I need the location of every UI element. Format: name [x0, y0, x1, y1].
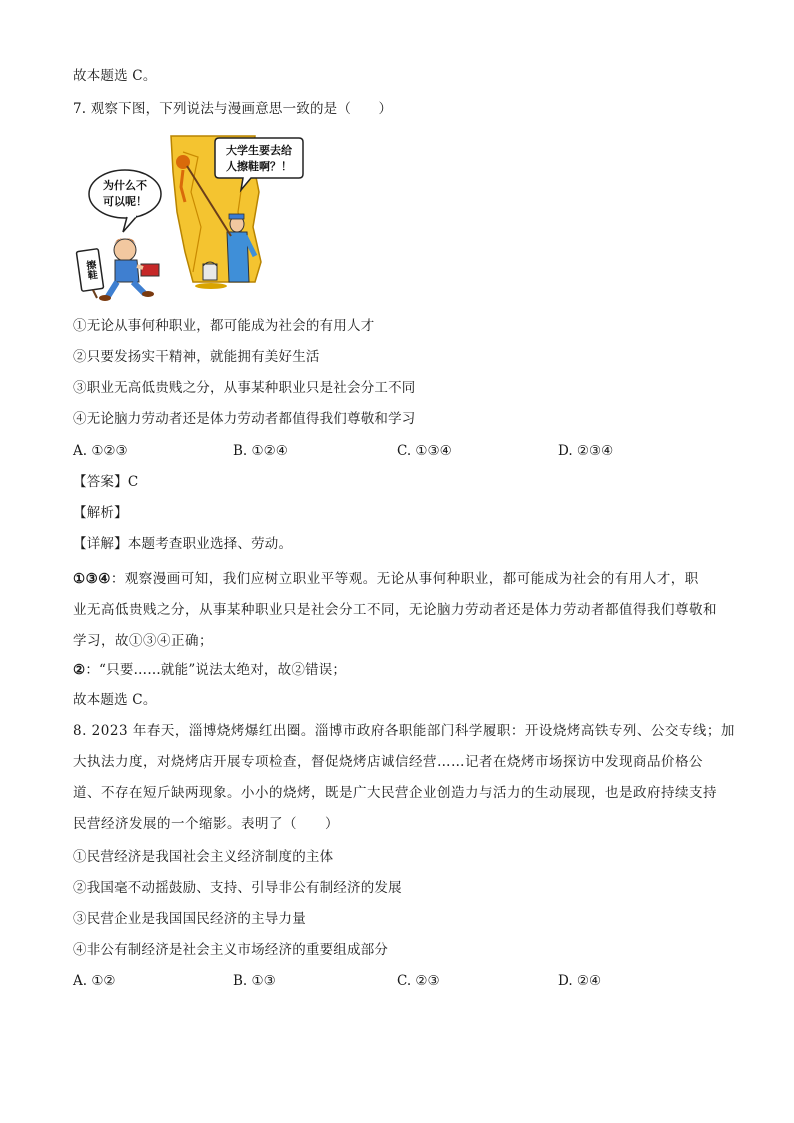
q7-explanation-1 [73, 564, 723, 657]
q8-stem-line-1: 8. 2023 年春天，淄博烧烤爆红出圈。淄博市政府各职能部门科学履职：开设烧烤高铁专列、公交专线；加 [73, 723, 735, 739]
left-bubble-line-2: 可以呢！ [103, 195, 147, 208]
q7-analysis-label: 【解析】 [73, 505, 128, 521]
q7-statement-2: ②只要发扬实干精神，就能拥有美好生活 [73, 349, 320, 365]
q7-statement-3: ③职业无高低贵贱之分，从事某种职业只是社会分工不同 [73, 380, 416, 396]
right-bubble-line-1: 大学生要去给 [226, 144, 292, 157]
answer-value: C [127, 474, 139, 490]
q7-statement-1: ①无论从事何种职业，都可能成为社会的有用人才 [73, 318, 375, 334]
answer-label: 【答案】 [73, 474, 128, 490]
shoeshine-box [141, 264, 159, 276]
q7-explanation-line-3: 学习，故①③④正确； [73, 633, 213, 649]
explanation-1-text: ：观察漫画可知，我们应树立职业平等观。无论从事何种职业，都可能成为社会的有用人才，职 [110, 571, 699, 587]
q7-conclusion: 故本题选 C。 [73, 692, 157, 708]
q7-option-b: B. ①②④ [233, 443, 288, 459]
q8-option-d: D. ②④ [558, 973, 602, 989]
q8-option-c: C. ②③ [397, 973, 440, 989]
q8-option-b: B. ①③ [233, 973, 276, 989]
q7-explanation-line-2: 业无高低贵贱之分，从事某种职业只是社会分工不同，无论脑力劳动者还是体力劳动者都值得我们尊敬和 [73, 602, 717, 618]
question-7-stem: 7. 观察下图，下列说法与漫画意思一致的是（ ） [73, 101, 393, 117]
q7-option-a: A. ①②③ [73, 443, 128, 459]
q7-answer [73, 472, 138, 492]
detail-text: 本题考查职业选择、劳动。 [127, 536, 293, 552]
previous-answer-conclusion: 故本题选 C。 [73, 68, 157, 84]
q8-stem-line-3: 道、不存在短斤缺两现象。小小的烧烤，既是广大民营企业创造力与活力的生动展现，也是政府持续支持 [73, 785, 717, 801]
q8-statement-1: ①民营经济是我国社会主义经济制度的主体 [73, 849, 334, 865]
q7-option-d: D. ②③④ [558, 443, 614, 459]
explanation-1-label: ①③④ [73, 571, 111, 587]
explanation-2-text: ：“只要……就能”说法太绝对，故②错误； [85, 662, 347, 678]
q8-statement-3: ③民营企业是我国国民经济的主导力量 [73, 911, 306, 927]
left-bubble-line-1: 为什么不 [103, 179, 147, 192]
q8-statement-4: ④非公有制经济是社会主义市场经济的重要组成部分 [73, 942, 389, 958]
left-speech-bubble [89, 170, 161, 218]
right-bubble-line-2: 人擦鞋啊？！ [226, 160, 292, 173]
q7-explanation-line-1 [73, 564, 723, 595]
q7-statement-4: ④无论脑力劳动者还是体力劳动者都值得我们尊敬和学习 [73, 411, 416, 427]
explanation-2-label: ② [73, 662, 86, 678]
q7-option-c: C. ①③④ [397, 443, 452, 459]
paint-bucket [203, 264, 217, 280]
q7-explanation-2 [73, 660, 346, 680]
question-8-stem [73, 716, 735, 840]
question-7-cartoon [73, 132, 305, 302]
detail-label: 【详解】 [73, 536, 128, 552]
q8-stem-line-4: 民营经济发展的一个缩影。表明了（ ） [73, 816, 339, 832]
sign-text: 擦鞋 [83, 259, 97, 281]
shoeshine-sign [76, 249, 103, 298]
q7-detail [73, 534, 292, 554]
running-boy-figure [99, 238, 159, 301]
q8-statement-2: ②我国毫不动摇鼓励、支持、引导非公有制经济的发展 [73, 880, 402, 896]
q8-stem-line-2: 大执法力度，对烧烤店开展专项检查，督促烧烤店诚信经营……记者在烧烤市场探访中发现商品价格公 [73, 754, 703, 770]
q8-option-a: A. ①② [73, 973, 116, 989]
